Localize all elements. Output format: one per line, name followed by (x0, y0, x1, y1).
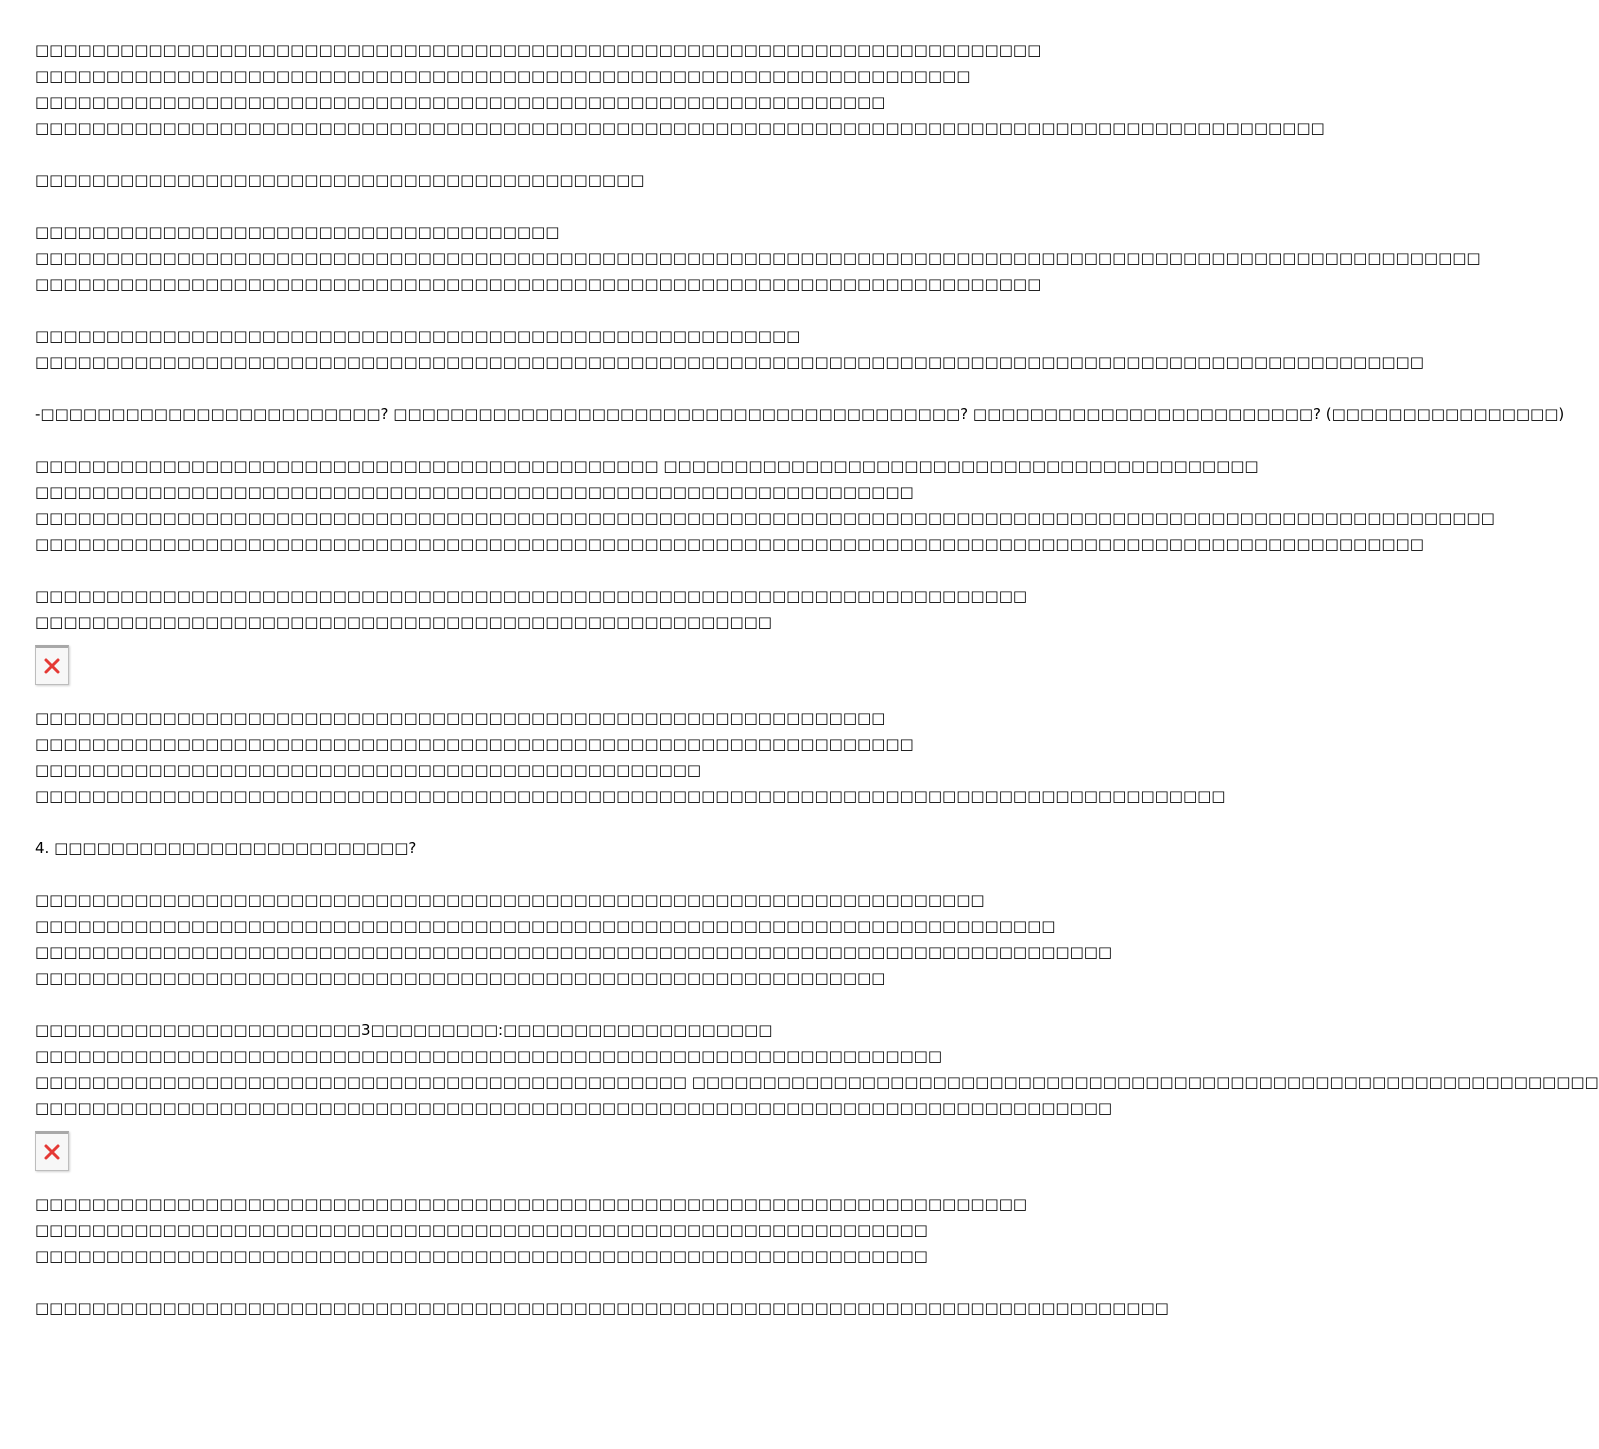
text-line: □□□□□□□□□□□□□□□□□□□□□□□□□□□□□□□□□□□□□□□□□□□□□□□□□□□□□□□□□□□□ (35, 93, 886, 111)
red-x-icon (43, 1143, 61, 1161)
text-line: 4. □□□□□□□□□□□□□□□□□□□□□□□□□? (35, 839, 417, 857)
text-line: □□□□□□□□□□□□□□□□□□□□□□□□□□□□□□□□□□□□□ (35, 223, 560, 241)
image-block-2 (35, 1121, 990, 1191)
blank-line (35, 991, 990, 1017)
text-line: □□□□□□□□□□□□□□□□□□□□□□□□□□□□□□□□□□□□□□□□□□□□□□□□□□□□□□□□□□□□□□□□□□□□□□□□□□□□□□□□□□□□ (35, 787, 1226, 805)
text-line: □□□□□□□□□□□□□□□□□□□□□□□□□□□□□□□□□□□□□□□□□□□□□□□□□□□□□□□□□□□□□□□□□□□ (35, 891, 985, 909)
image-block-1 (35, 635, 990, 705)
text-line: □□□□□□□□□□□□□□□□□□□□□□□□□□□□□□□□□□□□□□□□□□□□□□ □□□□□□□□□□□□□□□□□□□□□□□□□□□□□□□□□□□□□□□□□□□□□□□□□□□□□□□□□□□□□□□□ (35, 1073, 1599, 1091)
text-line: □□□□□□□□□□□□□□□□□□□□□□□□□□□□□□□□□□□□□□□□□□□□□□□□□□□□□□□□□□□□□□□□□□□□□□□□□□□□□□□□□□□□□□□□□□□□□□□□□□□□□□□ (35, 509, 1495, 527)
text-line: □□□□□□□□□□□□□□□□□□□□□□□□□□□□□□□□□□□□□□□□□□□□□□□□□□□□□□□□□□□□□□□ (35, 1247, 928, 1265)
text-line: □□□□□□□□□□□□□□□□□□□□□□□□□□□□□□□□□□□□□□□□□□□□□□□□□□□□□□□□□□□□□□□□□□□□□□□ (35, 41, 1042, 59)
broken-image-icon (35, 645, 69, 685)
blank-line (35, 427, 990, 453)
blank-line (35, 861, 990, 887)
text-line: □□□□□□□□□□□□□□□□□□□□□□□□□□□□□□□□□□□□□□□□□□□□□□□□□□□□□□□□□□□□ (35, 709, 886, 727)
text-line: □□□□□□□□□□□□□□□□□□□□□□□□□□□□□□□□□□□□□□□□□□□□□□□□□□□□□□□□□□□□□□□□□□□□□□□□□□□□□□□□□□□□□□□□□□□ (35, 119, 1325, 137)
blank-line (35, 375, 990, 401)
text-line: □□□□□□□□□□□□□□□□□□□□□□□3□□□□□□□□□:□□□□□□□□□□□□□□□□□□□ (35, 1021, 773, 1039)
text-section-3 (35, 1191, 1169, 1321)
text-line: -□□□□□□□□□□□□□□□□□□□□□□□□? □□□□□□□□□□□□□□□□□□□□□□□□□□□□□□□□□□□□□□□□? □□□□□□□□□□□□□□□□□□□□□□□□? (□□□□□□□□□□□□□□□□) (35, 405, 1565, 423)
text-line: □□□□□□□□□□□□□□□□□□□□□□□□□□□□□□□□□□□□□□□□□□□□□□□□□□□□□□□□□□□□□□ (35, 735, 914, 753)
text-line: □□□□□□□□□□□□□□□□□□□□□□□□□□□□□□□□□□□□□□□□□□□□□□□□□□□□□□□□□□□□□□□□□□□□□□□□□□□□ (35, 1099, 1113, 1117)
document-body (35, 37, 1599, 1321)
text-line: □□□□□□□□□□□□□□□□□□□□□□□□□□□□□□□□□□□□□□□□□□□□□□□□□□□□□□□□□□□□□□□□□□□□□□□□□□□□□□□□□□□□□□□□□□□□□□□□□□□□□□ (35, 249, 1481, 267)
text-line: □□□□□□□□□□□□□□□□□□□□□□□□□□□□□□□□□□□□□□□□□□□□□□□□□□□□□□□□□□□□□□□□□□□□□□ (35, 587, 1028, 605)
blank-line (35, 1269, 990, 1295)
text-line: □□□□□□□□□□□□□□□□□□□□□□□□□□□□□□□□□□□□□□□□□□□□□□□□□□□□□□□□□□□□□□□□□□□□□□□□□□□□□□□□ (35, 1299, 1169, 1317)
blank-line (35, 809, 990, 835)
text-line: □□□□□□□□□□□□□□□□□□□□□□□□□□□□□□□□□□□□□□□□□□□□□□□□□□□□□□□□□□□□□□□□□□□□□□□□□□□□ (35, 943, 1113, 961)
text-line: □□□□□□□□□□□□□□□□□□□□□□□□□□□□□□□□□□□□□□□□□□□□□□□ (35, 761, 702, 779)
text-line: □□□□□□□□□□□□□□□□□□□□□□□□□□□□□□□□□□□□□□□□□□□ (35, 171, 645, 189)
text-section-1 (35, 37, 1565, 635)
broken-image-icon (35, 1131, 69, 1171)
text-line: □□□□□□□□□□□□□□□□□□□□□□□□□□□□□□□□□□□□□□□□□□□□□□□□□□□□□□ (35, 327, 801, 345)
text-line: □□□□□□□□□□□□□□□□□□□□□□□□□□□□□□□□□□□□□□□□□□□□□□□□□□□□□□□□□□□□□□□□□□□□□□□□□□□□□□□□□□□□□□□□□□□□□□□□□□ (35, 535, 1424, 553)
text-line: □□□□□□□□□□□□□□□□□□□□□□□□□□□□□□□□□□□□□□□□□□□□ □□□□□□□□□□□□□□□□□□□□□□□□□□□□□□□□□□□□□□□□□□ (35, 457, 1259, 475)
text-line: □□□□□□□□□□□□□□□□□□□□□□□□□□□□□□□□□□□□□□□□□□□□□□□□□□□□□□□□□□□□□□□ (35, 1221, 928, 1239)
text-section-2 (35, 705, 1599, 1121)
text-line: □□□□□□□□□□□□□□□□□□□□□□□□□□□□□□□□□□□□□□□□□□□□□□□□□□□□□□□□□□□□ (35, 969, 886, 987)
text-line: □□□□□□□□□□□□□□□□□□□□□□□□□□□□□□□□□□□□□□□□□□□□□□□□□□□□□□□□□□□□□□□□ (35, 1047, 943, 1065)
blank-line (35, 141, 990, 167)
blank-line (35, 193, 990, 219)
text-line: □□□□□□□□□□□□□□□□□□□□□□□□□□□□□□□□□□□□□□□□□□□□□□□□□□□□□□□□□□□□□□□□□□□□□□□□ (35, 917, 1056, 935)
blank-line (35, 557, 990, 583)
text-line: □□□□□□□□□□□□□□□□□□□□□□□□□□□□□□□□□□□□□□□□□□□□□□□□□□□□□□□□□□□□□□□□□□□□□□□ (35, 275, 1042, 293)
text-line: □□□□□□□□□□□□□□□□□□□□□□□□□□□□□□□□□□□□□□□□□□□□□□□□□□□□□□□□□□□□□□□□□□□□□□ (35, 1195, 1028, 1213)
red-x-icon (43, 657, 61, 675)
text-line: □□□□□□□□□□□□□□□□□□□□□□□□□□□□□□□□□□□□□□□□□□□□□□□□□□□□ (35, 613, 772, 631)
blank-line (35, 297, 990, 323)
text-line: □□□□□□□□□□□□□□□□□□□□□□□□□□□□□□□□□□□□□□□□□□□□□□□□□□□□□□□□□□□□□□□□□□ (35, 67, 971, 85)
text-line: □□□□□□□□□□□□□□□□□□□□□□□□□□□□□□□□□□□□□□□□□□□□□□□□□□□□□□□□□□□□□□ (35, 483, 914, 501)
text-line: □□□□□□□□□□□□□□□□□□□□□□□□□□□□□□□□□□□□□□□□□□□□□□□□□□□□□□□□□□□□□□□□□□□□□□□□□□□□□□□□□□□□□□□□□□□□□□□□□□ (35, 353, 1424, 371)
